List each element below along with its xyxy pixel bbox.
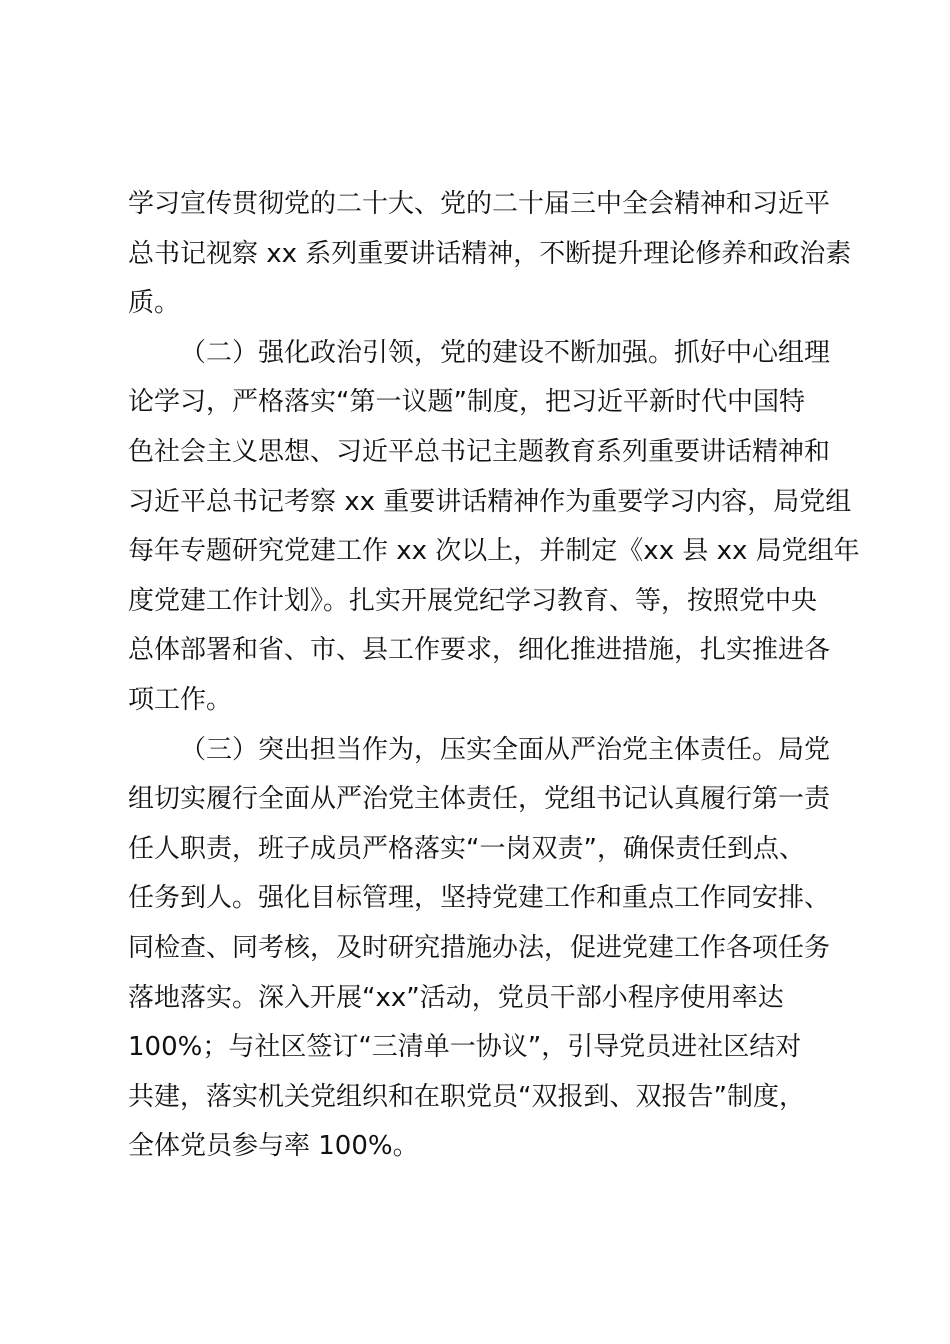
- text-line: 落地落实。深入开展“xx”活动，党员干部小程序使用率达: [128, 982, 784, 1013]
- text-line: 总书记视察 xx 系列重要讲话精神，不断提升理论修养和政治素: [128, 238, 852, 269]
- text-line: 100%；与社区签订“三清单一协议”，引导党员进社区结对: [128, 1032, 802, 1063]
- text-line: 全体党员参与率 100%。: [128, 1131, 419, 1162]
- text-line: 色社会主义思想、习近平总书记主题教育系列重要讲话精神和: [128, 436, 831, 467]
- text-line: 学习宣传贯彻党的二十大、党的二十届三中全会精神和习近平: [128, 189, 831, 219]
- text-line: 项工作。: [128, 684, 233, 715]
- text-line: 任务到人。强化目标管理，坚持党建工作和重点工作同安排、: [128, 883, 831, 914]
- text-line: 习近平总书记考察 xx 重要讲话精神作为重要学习内容，局党组: [128, 486, 852, 517]
- section-heading-line: （二）强化政治引领，党的建设不断加强。抓好中心组理: [180, 337, 831, 368]
- text-line: 共建，落实机关党组织和在职党员“双报到、双报告”制度，: [128, 1081, 805, 1112]
- text-line: 质。: [128, 288, 181, 319]
- text-line: 每年专题研究党建工作 xx 次以上，并制定《xx 县 xx 局党组年: [128, 536, 860, 567]
- section-heading-line: （三）突出担当作为，压实全面从严治党主体责任。局党: [180, 734, 831, 765]
- text-line: 总体部署和省、市、县工作要求，细化推进措施，扎实推进各: [128, 635, 831, 666]
- text-line: 任人职责，班子成员严格落实“一岗双责”，确保责任到点、: [128, 833, 805, 864]
- body-text: [128, 180, 860, 1172]
- text-line: 论学习，严格落实“第一议题”制度，把习近平新时代中国特: [128, 387, 805, 418]
- text-line: 同检查、同考核，及时研究措施办法，促进党建工作各项任务: [128, 932, 831, 963]
- text-line: 组切实履行全面从严治党主体责任，党组书记认真履行第一责: [128, 784, 831, 815]
- text-line: 度党建工作计划》。扎实开展党纪学习教育、等，按照党中央: [128, 585, 818, 616]
